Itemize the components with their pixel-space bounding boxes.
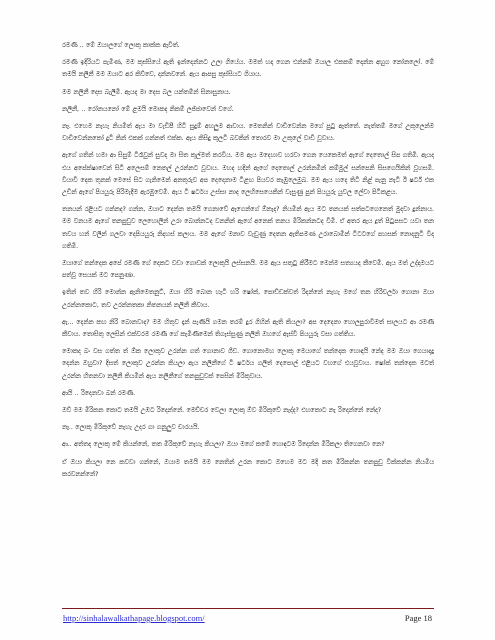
paragraph-2: රමණී ඉදිරියට පැමිණ, මම කුස්සියේ ඇති ඉන්දෙන්නට උලා ගියේය. මමත් හදා ගෙන එන්නම් ඔයාල එකකම් දෙන්න අහුග නෝනලෝ. මේ තමයි නලිනී මම ඔයාට අර කිව්වෙ, දන්නවනේ. ඇය ආපසු කුස්සියට ගියාය.	[62, 59, 434, 79]
paragraph-14: නෑ.. ලොකු මිරිකුවේ නැහැ උදර ගා ගනුලුව චාරයයි.	[62, 424, 200, 432]
paragraph-1: රමණී .. මේ ඔයාලගේ ලොකු කාක්ක ඇවිත්.	[62, 42, 180, 49]
paragraph-8: ඔයාගේ තන්දෙක අපේ රමණී ගේ දෙකට වඩා ගොඩක් ලොකුයි ලස්සනයි. මම ඇය සතුටු කිරීමට මෙන්ම සත්‍යයද කීවෙමී. ඇය මත් උද්දාමයට පත්වූ සෙයක් මට පෙනුණා.	[62, 260, 434, 280]
paragraph-3: මම නලිනී දෙස බැලීමී. ඇයද මා දෙස බල යන්තම්න් සිනාසුනාය.	[62, 88, 231, 96]
paragraph-12: ආයි .. රිදෙනවා බන් රමණී.	[62, 389, 136, 397]
paragraph-5: නෑ. එහෙම නැහැ නියමිත් ඇය මා වැඩිපී හිටි සුදුම් අහලුම ආවාය. මෙතනින් වාඩිවෙන්න මගේ පුටු ඇත්තේ. නැත්තම් මගේ උකුලෙන්ම වාඩිවෙන්නකෝ දුටි කින් එකක් ගන්නත් එක්ක. ඇය කිසිදු කුලටි බවකින් තොරව මා උකුලේ වාඩි වූවාය.	[62, 123, 434, 143]
page-body	[62, 40, 434, 588]
paragraph-15: ආ.. අත්තද ලොකු මේ කියන්නේ, තත මිරිකුවේ නැහැ කියලා? ඔයා මගේ කමේ හොඳටම රිදෙන්න මිරිකලා තිගෙනවා නෙ?	[62, 441, 385, 449]
paragraph-4: නලිනී, .. රෝනයනෝ මේ ළමයි මොකද නිකම් ලජ්ජාවෙන් වගේ.	[62, 105, 234, 113]
paragraph-7: තනයන් රළියට ගන්නද? ගන්න, ඔයාට දෙන්න තමයි ගෙනාවේ ඇගෙන්ගේ ඕනැද? නියමින් ඇය මට තනයක් සත්පටගෙනෙත් මුදවා දුන්නාය. මම වනයම ඇගේ තනපුඩුව ලෙහොලින් උරා බොන්නටද වනනින් ඇගේ අනෙක් තනය මිරිකන්නටද විමී. ඒ අතර ඇය දූත් පිටුපසට යවා තන තවය හන් වලින් ගලවා දෙපියයුරු නිදහස් කලාය. මම ඇගේ මනාව වැඩුණු දෙතන ඇතිපමණ උරාබොමින් ටිටටගේ පහසක් නොදනුටි විද ගතිමී.	[62, 206, 434, 250]
page-footer	[62, 608, 434, 625]
paragraph-6: ඇගේ ගතින් හමා ආ සිසුම් ටිරෑවුන් සුවද මා සිත කුල්මත් කරවීය. මම ඇය මදෙහාව හරවා ගෙන යෙකෙමත් ඇගේ දෙතොල් සිප ගතිමී. ඇයද එය අපේක්ෂාවෙන් සිටි අලෙසම් නෙතල් උරන්නට වූවාය. මහද හදින් ඇගේ දෙතොල් උරන්නමින් කම්මුල් සන්පෙනි සිසගෙයිකින් වූහසමී. වියාවී දෙක තුනක් මෙසේ සිට ගැනිමෙන් අනතුරුව අප දෙදෙනාම ටිළඟ පියවර කැඹුලෙමුඛ. මම ඇය හදෙ තිටි නිළ් පැනු නැටි ඊ ෂර්ට් එක උඩින් ඇගේ පියයුරු පිරිමැදීම ඇරඹුවෙමී. ඇය ටී ෂර්ටය උස්සා නාද ලෙහිසෙයෙකින් වැසුණු පුන් පියයුරු යුවල ලේවා පිටිකළය.	[62, 152, 434, 197]
paragraph-16: ඒ ඔයා කියලා නෙ කවවා ගන්නේ, ඔයාම තමයි මම නෙතින් උරන කොට ඔහෙම මට මදි කත මිරිකන්න තනපුඩු වික්කන්න නියමිය කරවනන්නේ?	[62, 458, 434, 478]
page-number: Page 18	[404, 613, 432, 623]
paragraph-11: මොකද බං වස ගත්ත ත් ඕක ලොකුව උරන්න ගත් ගොනාව ගීඩ. ගොනොමහ ලොකු මෙයාගේ තන්දෙක හොඳයි නේද මම ඔයා ගෙයාදදු දෙන්න ඔහුවා? දිසත් ලොකුව උරන්න කියලා ඇය නලිනීගේ ටී ෂර්ටය ගලිත් දෙපොල් එළියට වහගේ එයවූවාය. ෂෝක් තන්දෙක මටත් උරන්න හිතනවා නලිනී කියමින් ඇය නලිනීගේ තනපුඩුවක් පෙසින් මිරිකුවාය.	[62, 348, 434, 380]
paragraph-13: ඔව් මම මිරිකන කොට තමයි උඹට රිදෙන්නේ. මෙච්චර වෙලා ලොකු ඕව මිරිකුවේ නැද්ද? එහකොට නැ රිදෙන්නේ නේද?	[62, 407, 382, 415]
blog-url-link[interactable]: http://sinhalawalkathapage.blogspot.com/	[63, 613, 205, 623]
paragraph-9: ඉතින් තව හිරි මොන්න ඇනිමෙතනුට්, ඔයා හිරි බොන හැටි හරි ෂෝක්, පොඩ්ඩක්වත් රිදන්නේ නැහැ මගේ තන හිරිචර්ලා ගොනා ඔයා උරන්නකොට, තව උරන්නතකා නිතනයන් නලිනී කීවාය.	[62, 289, 434, 309]
paragraph-10: ඇ... දෙන්න කහ නිරි බොනවාද? මම හිතුව දෑන් පැණියි ගමන තරම් දුර ගිහින් ඇති කියලා? අප දෙදෙනා හොලපුරාවිමත් සාලයට ආ රමණී කීවාය. තොසිතු ලෙසින් එක්වරම රමණී ගේ කැමිණීමෙන් තිගැස්සුණු නලිනි ඔහගේ ඇස්වී පියයුරු වසා ගත්තිය.	[62, 318, 434, 339]
